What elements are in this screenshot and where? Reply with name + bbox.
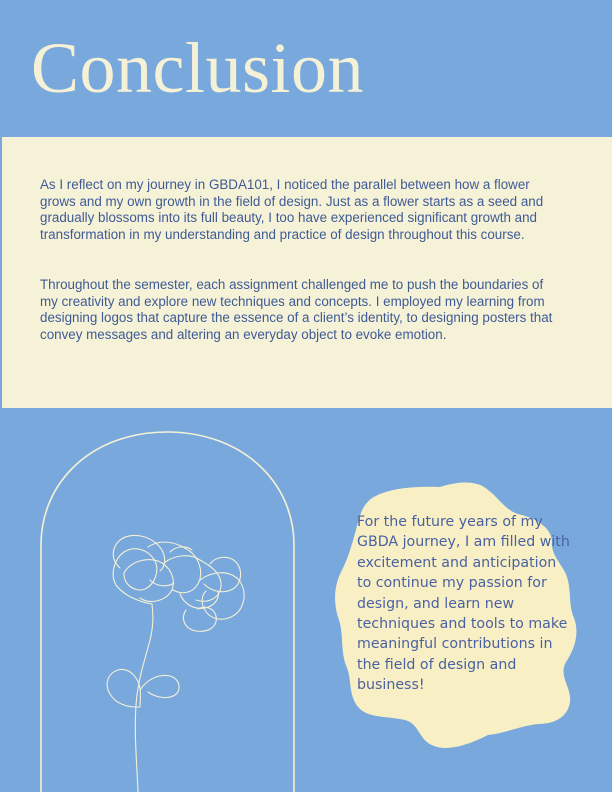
paragraph-semester: Throughout the semester, each assignment challenged me to push the boundaries of my creativity and explore new techniques and concepts. I employed my learning from designing logos that capture the essence of a client’s identity, to designing posters that convey messages and altering an everyday object to evoke emotion. xyxy=(40,277,553,343)
page-title: Conclusion xyxy=(31,28,365,108)
paragraph-reflection: As I reflect on my journey in GBDA101, I noticed the parallel between how a flower grows and my own growth in the field of design. Just as a flower starts as a seed and gradually blossoms into its full beauty, I too have experienced significant growth and transformation in my understanding and practice of design throughout this course. xyxy=(40,177,544,243)
future-note: For the future years of my GBDA journey, I am filled with excitement and anticipation to continue my passion for design, and learn new techniques and tools to make meaningful contributions in the field of design and business! xyxy=(357,514,570,694)
